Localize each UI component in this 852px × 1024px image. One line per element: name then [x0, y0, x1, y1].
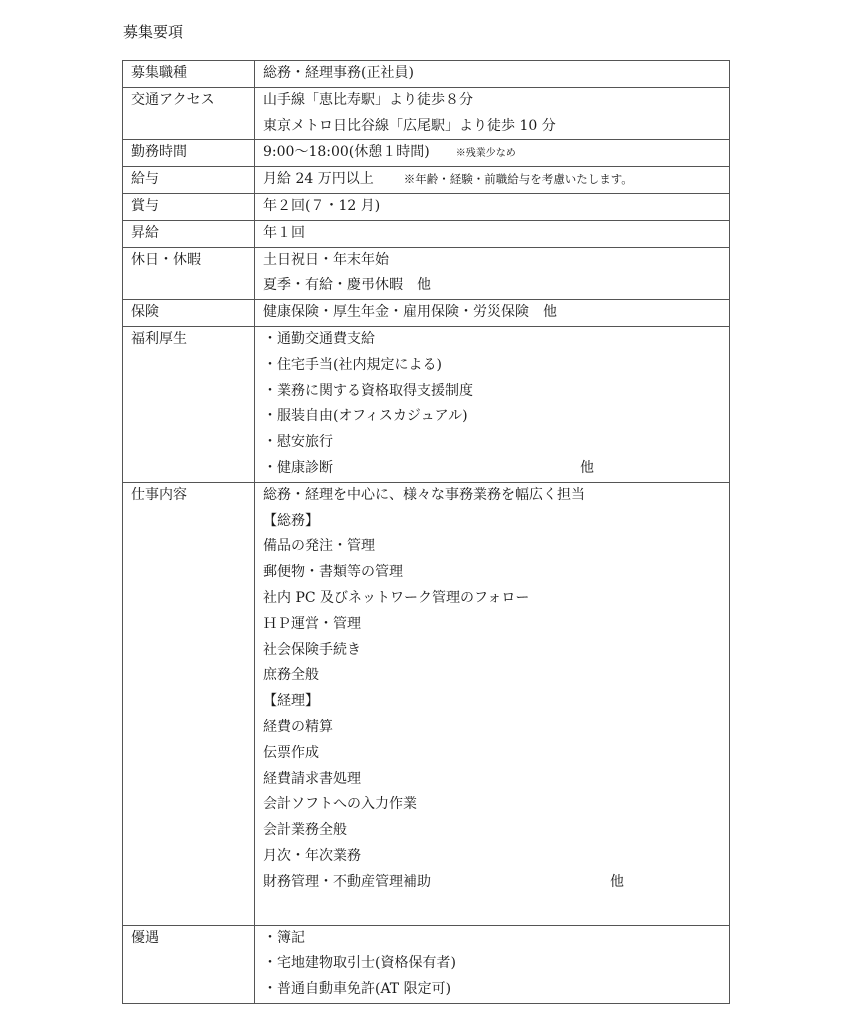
row-label [123, 167, 255, 194]
note-text: ※残業少なめ [455, 148, 516, 160]
row-value [255, 61, 730, 88]
row-value [255, 482, 730, 925]
table-row [123, 220, 730, 247]
value-line: ・普通自動車免許(AT 限定可) [263, 981, 452, 998]
row-label [123, 140, 255, 167]
value-line: 総務・経理を中心に、様々な事務業務を幅広く担当 [263, 486, 585, 503]
value-line: 総務・経理事務(正社員) [263, 65, 414, 81]
label-text: 昇給 [131, 224, 159, 241]
table-row [123, 193, 730, 220]
label-text: 賞与 [131, 197, 159, 214]
table-row [123, 925, 730, 1003]
value-line: 社会保険手続き [263, 641, 361, 658]
row-label [123, 61, 255, 88]
value-line: 経費の精算 [263, 718, 333, 735]
value-text: ・健康診断 [263, 459, 333, 476]
value-line: ・通勤交通費支給 [263, 330, 375, 347]
note-text: ※年齢・経験・前職給与を考慮いたします。 [403, 172, 633, 187]
value-line: ・慰安旅行 [263, 434, 333, 451]
value-line [263, 140, 729, 166]
row-label [123, 87, 255, 140]
value-line: ＨＰ運営・管理 [263, 615, 361, 632]
etc-text: 他 [610, 873, 624, 890]
value-line: 郵便物・書類等の管理 [263, 564, 403, 581]
value-line: 【経理】 [263, 693, 319, 710]
row-value [255, 167, 730, 194]
table-row [123, 326, 730, 482]
row-label [123, 193, 255, 220]
value-line: 健康保険・厚生年金・雇用保険・労災保険 他 [263, 304, 557, 321]
blank-line [263, 896, 729, 925]
table-row [123, 300, 730, 327]
value-text: 月給 24 万円以上 [263, 171, 374, 188]
value-line [263, 456, 729, 482]
value-line: 会計ソフトへの入力作業 [263, 796, 417, 813]
value-line: 年２回(７・12 月) [263, 197, 381, 214]
label-text: 交通アクセス [131, 91, 215, 108]
value-line: ・宅地建物取引士(資格保有者) [263, 955, 456, 972]
row-value [255, 140, 730, 167]
label-text: 保険 [131, 304, 159, 321]
table-row [123, 140, 730, 167]
label-text: 給与 [131, 171, 159, 188]
value-line: 会計業務全般 [263, 822, 347, 839]
row-value [255, 326, 730, 482]
value-line [263, 870, 729, 896]
row-value [255, 247, 730, 300]
value-line: 伝票作成 [263, 744, 319, 761]
value-text: 財務管理・不動産管理補助 [263, 873, 431, 890]
value-line: ・服装自由(オフィスカジュアル) [263, 408, 468, 425]
row-label [123, 220, 255, 247]
row-label [123, 482, 255, 925]
value-line: 土日祝日・年末年始 [263, 251, 389, 268]
value-line: 庶務全般 [263, 667, 319, 684]
value-line: 経費請求書処理 [263, 770, 361, 787]
value-line: ・業務に関する資格取得支援制度 [263, 382, 473, 399]
value-line: 夏季・有給・慶弔休暇 他 [263, 277, 431, 294]
value-line: 備品の発注・管理 [263, 538, 375, 555]
page-title: 募集要項 [123, 23, 184, 41]
label-text: 休日・休暇 [131, 251, 201, 268]
row-value [255, 220, 730, 247]
value-line: 【総務】 [263, 512, 319, 529]
row-value [255, 87, 730, 140]
value-text: 9:00〜18:00(休憩１時間) [263, 144, 430, 161]
table-row [123, 61, 730, 88]
table-row [123, 87, 730, 140]
value-line: 社内 PC 及びネットワーク管理のフォロー [263, 589, 530, 606]
row-value [255, 300, 730, 327]
table-row [123, 247, 730, 300]
label-text: 優遇 [131, 929, 159, 946]
row-label [123, 326, 255, 482]
table-row [123, 167, 730, 194]
row-label [123, 925, 255, 1003]
etc-text: 他 [580, 459, 594, 476]
label-text: 福利厚生 [131, 330, 187, 347]
value-line [263, 167, 729, 193]
value-line: ・住宅手当(社内規定による) [263, 356, 442, 373]
row-label [123, 300, 255, 327]
label-text: 仕事内容 [131, 486, 187, 503]
value-line: 東京メトロ日比谷線「広尾駅」より徒歩 10 分 [263, 117, 556, 134]
requirements-table [122, 60, 730, 1004]
row-value [255, 925, 730, 1003]
value-line: 山手線「恵比寿駅」より徒歩８分 [263, 91, 473, 108]
row-label [123, 247, 255, 300]
value-line: 月次・年次業務 [263, 847, 361, 864]
value-line: ・簿記 [263, 929, 305, 946]
table-row [123, 482, 730, 925]
label-text: 募集職種 [131, 65, 187, 81]
row-value [255, 193, 730, 220]
label-text: 勤務時間 [131, 144, 187, 161]
value-line: 年１回 [263, 224, 305, 241]
